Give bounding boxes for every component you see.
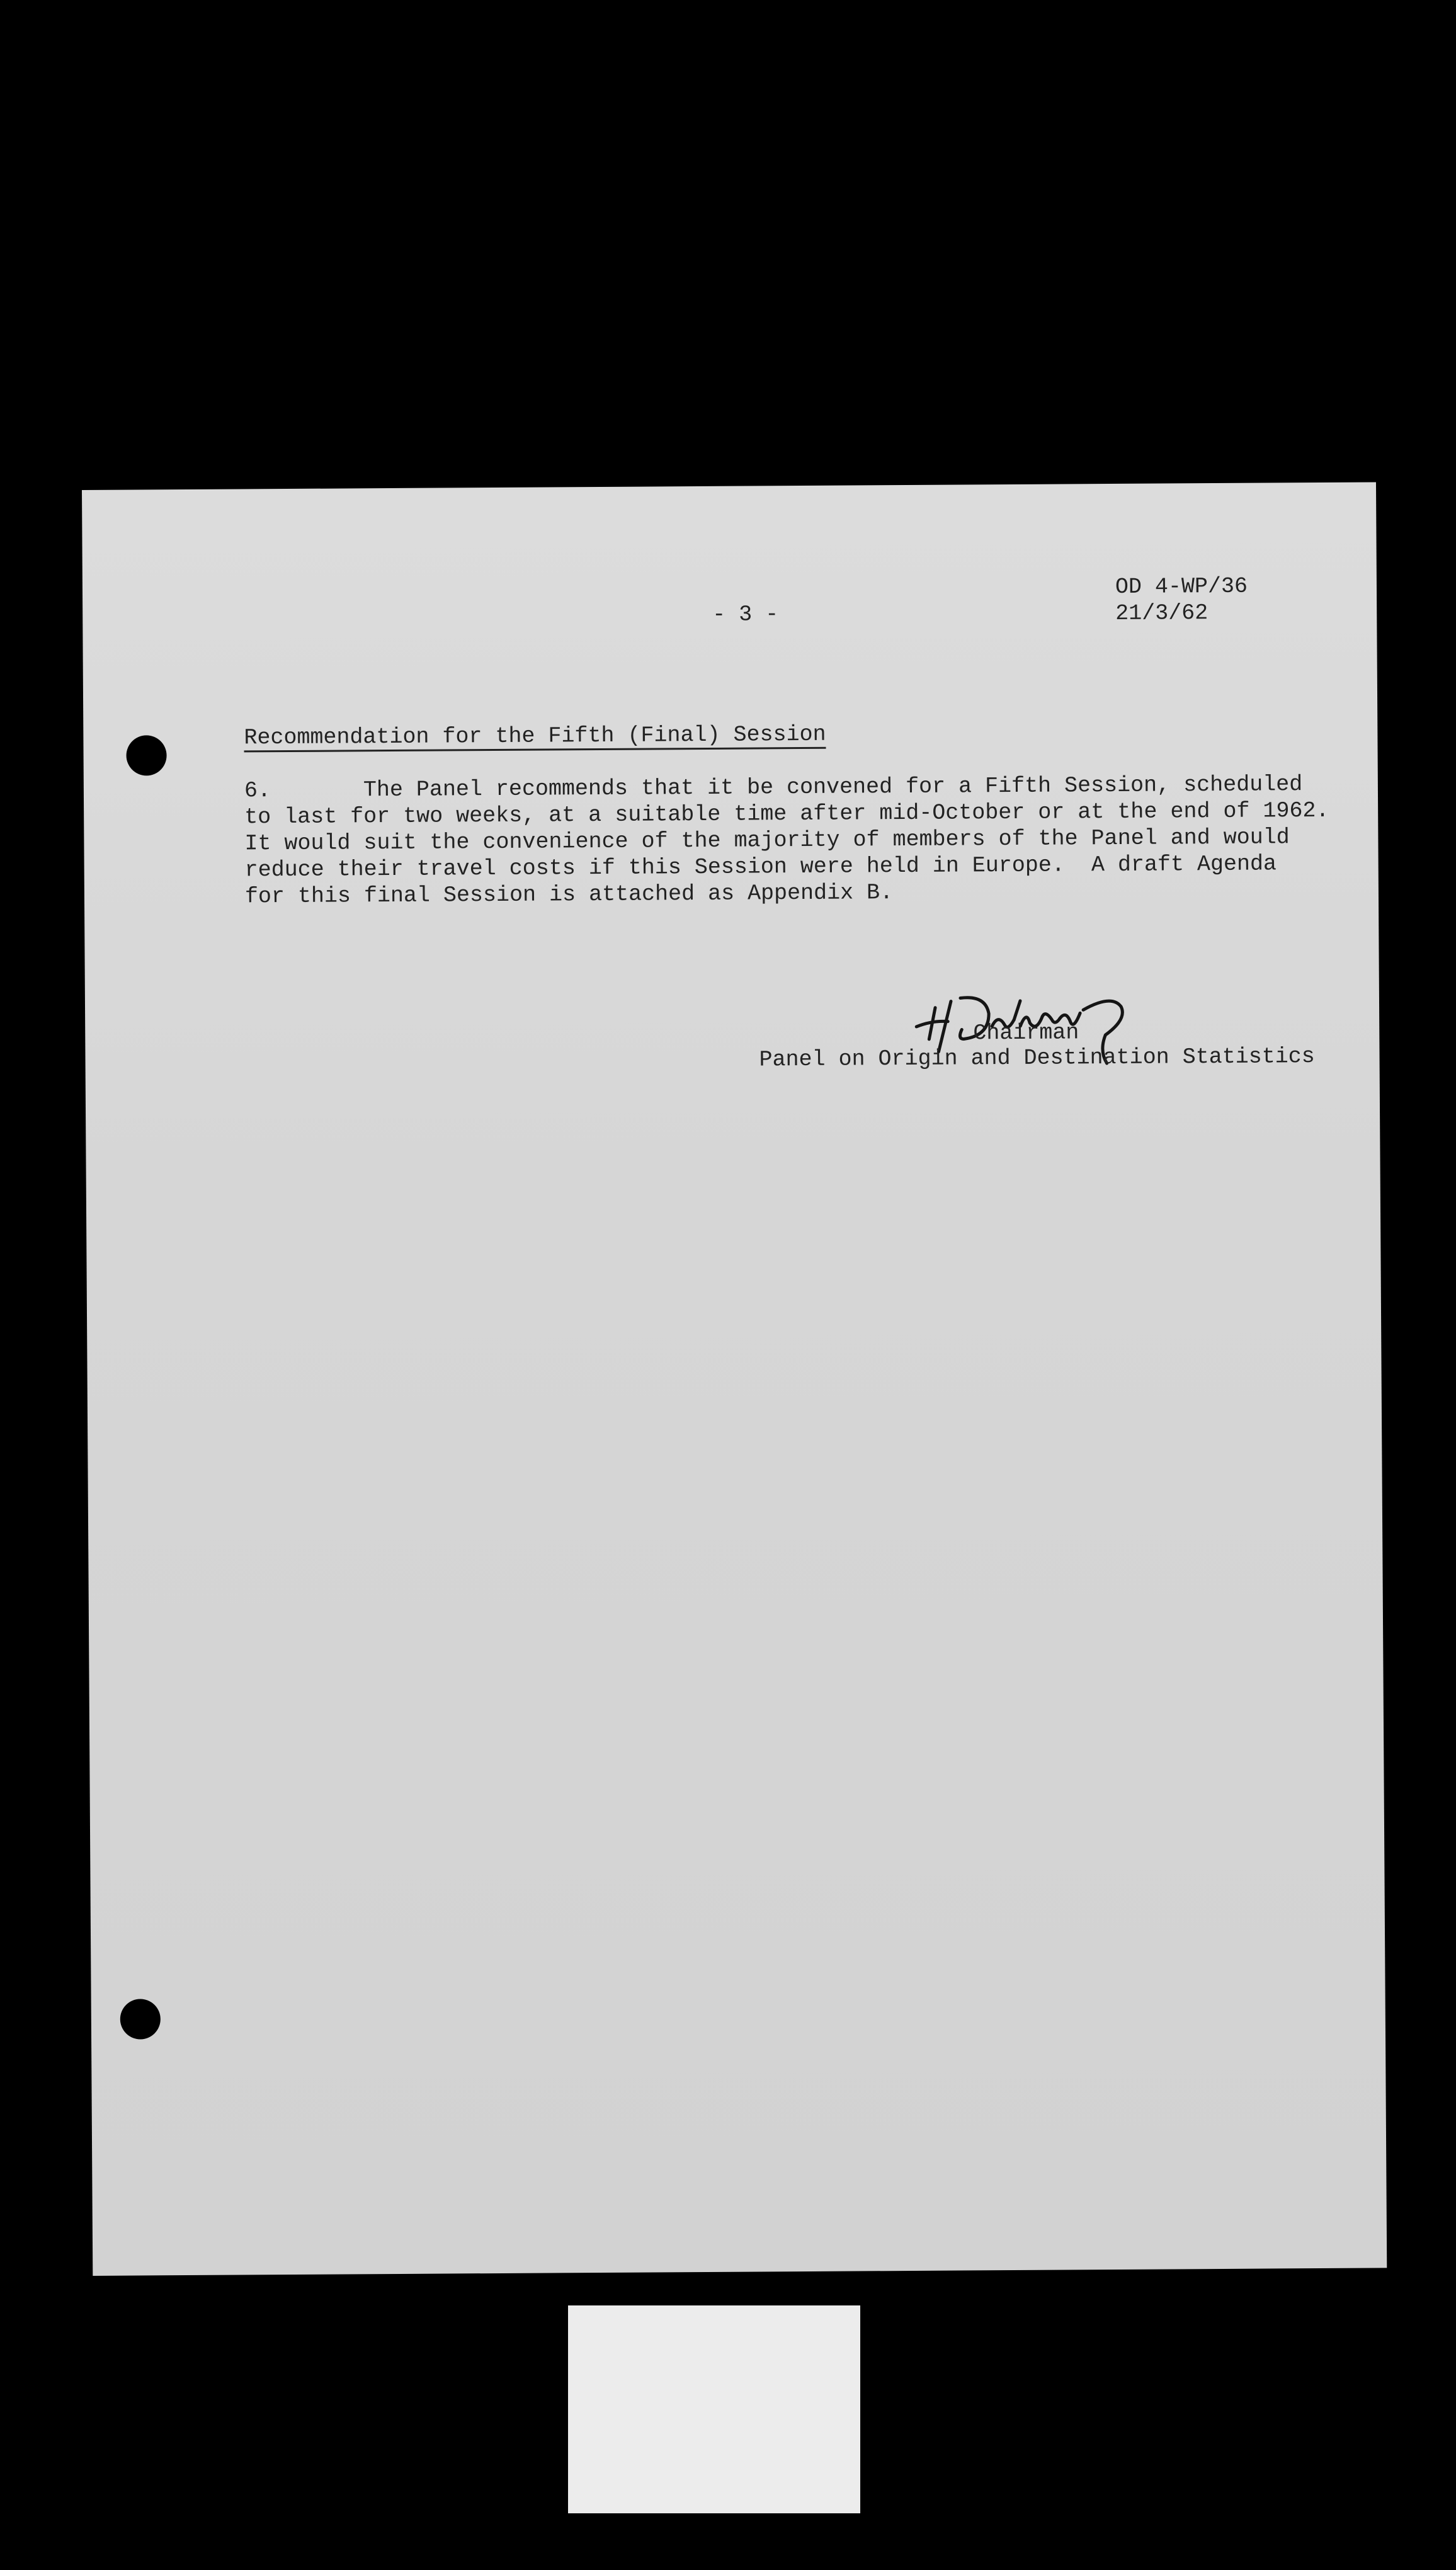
paragraph-line: It would suit the convenience of the majority of members of the Panel and would xyxy=(244,825,1290,857)
section-heading: Recommendation for the Fifth (Final) Session xyxy=(244,722,826,753)
punch-hole xyxy=(120,1999,161,2039)
blank-card xyxy=(568,2305,860,2513)
paragraph-line: to last for two weeks, at a suitable time after mid-October or at the end of 1962. xyxy=(244,797,1329,830)
signatory-body: Panel on Origin and Destination Statistics xyxy=(759,1044,1315,1073)
document-date: 21/3/62 xyxy=(1115,600,1209,626)
signatory-title: Chairman xyxy=(973,1020,1079,1046)
page-number: - 3 - xyxy=(712,602,779,627)
punch-hole xyxy=(126,735,166,775)
paragraph-line: 6. The Panel recommends that it be convened for a Fifth Session, scheduled xyxy=(244,772,1303,804)
paragraph-line: reduce their travel costs if this Session were held in Europe. A draft Agenda xyxy=(244,851,1277,883)
document-page xyxy=(82,482,1387,2276)
document-reference: OD 4-WP/36 xyxy=(1115,573,1248,600)
paragraph-line: for this final Session is attached as Appendix B. xyxy=(244,880,894,910)
